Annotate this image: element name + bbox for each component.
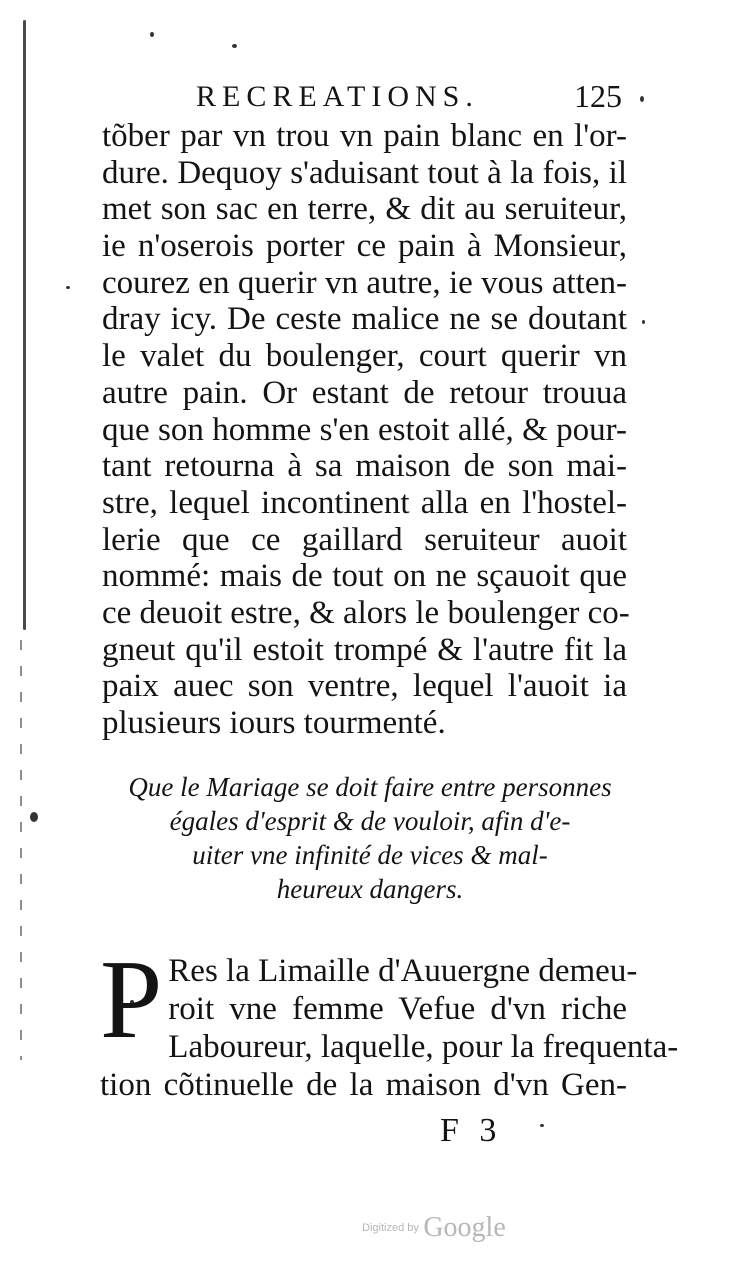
watermark-prefix: Digitized by [362,1222,419,1234]
signature-mark: F 3 [440,1112,503,1149]
page-header [190,78,630,118]
ink-speck [640,96,644,102]
heading-line: égales d'esprit & de vouloir, afin d'e- [169,806,571,836]
heading-line: Que le Mariage se doit faire entre personnes [128,772,612,802]
ink-speck [642,320,645,324]
text-line: tant retourna à sa maison de son mai- [102,448,627,485]
text-line: tõber par vn trou vn pain blanc en l'or- [102,118,627,154]
running-head: RECREATIONS. [196,80,479,113]
text-line: lerie que ce gaillard seruiteur auoit [102,521,627,558]
text-line: paix auec son ventre, lequel l'auoit ia [102,668,627,705]
story-paragraph [100,938,679,1104]
text-line: plusieurs iours tourmenté. [102,705,446,741]
drop-cap: P [100,938,163,1062]
ink-speck [540,1124,544,1127]
ink-speck [30,812,38,822]
heading-line: heureux dangers. [276,874,464,904]
page-edge-shadow [23,20,26,630]
digitization-watermark [362,1212,506,1244]
body-text [102,118,630,742]
text-line: ce deuoit estre, & alors le boulenger co- [102,594,630,631]
text-line: tion cõtinuelle de la maison d'vn Gen- [100,1067,627,1103]
text-line: dure. Dequoy s'aduisant tout à la fois, il [102,154,627,191]
watermark-brand: Google [423,1212,506,1243]
text-line: roit vne femme Vefue d'vn riche [168,991,627,1027]
chapter-heading [100,770,640,906]
text-line: autre pain. Or estant de retour trouua [102,374,627,411]
text-line: gneut qu'il estoit trompé & l'autre fit la [102,631,627,668]
text-line: met son sac en terre, & dit au seruiteur, [102,191,627,228]
text-line: Res la Limaille d'Auuergne demeu- [168,953,638,989]
text-line: Laboureur, laquelle, pour la frequenta- [168,1029,679,1065]
ink-speck [66,286,70,289]
text-line: ie n'oserois porter ce pain à Monsieur, [102,228,627,265]
ink-speck [150,32,154,37]
ink-speck [232,44,237,48]
text-line: le valet du boulenger, court querir vn [102,338,627,375]
text-line: nommé: mais de tout on ne sçauoit que [102,558,627,595]
page-number: 125 [574,78,622,114]
text-line: dray icy. De ceste malice ne se doutant [102,301,627,338]
text-line: courez en querir vn autre, ie vous atten- [102,264,627,301]
heading-line: uiter vne infinité de vices & mal- [192,840,548,870]
page-edge-marks [20,640,22,1060]
text-line: stre, lequel incontinent alla en l'hostel- [102,484,627,521]
text-line: que son homme s'en estoit allé, & pour- [102,411,627,448]
